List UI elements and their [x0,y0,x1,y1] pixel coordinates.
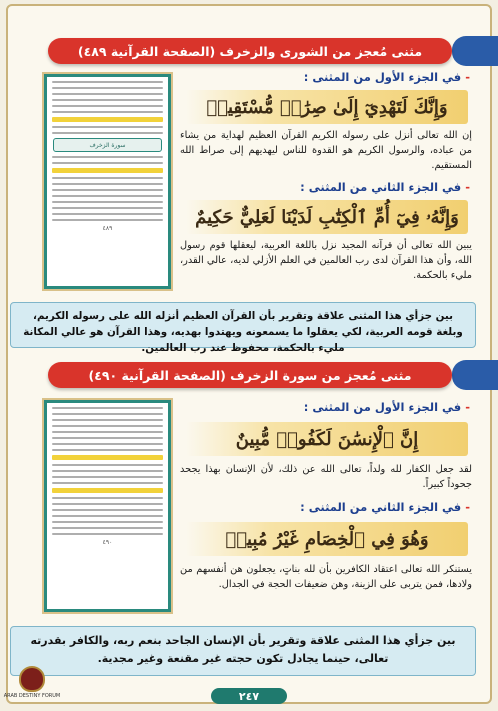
section2-mushaf-image [44,400,171,612]
highlight-verse-2 [52,168,163,173]
section1-title: مثنى مُعجز من الشورى والزخرف (الصفحة القرآنية ٤٨٩) [48,38,452,64]
mushaf-page-number: ٤٨٩ [102,225,113,232]
section2-part1-verse: إِنَّ ٱلْإِنسَٰنَ لَكَفُورٞ مُّبِينٌ [186,422,468,456]
section1-flag [452,36,498,66]
highlight-verse-1 [52,117,163,122]
mushaf-surah-header: سورة الزخرف [53,138,162,152]
section1-part1-heading: - في الجزء الأول من المثنى : [303,70,470,84]
section2-part2-heading: - في الجزء الثاني من المثنى : [300,500,470,514]
highlight-verse-4 [52,488,163,493]
section2-part2-text: يستنكر الله تعالى اعتقاد الكافرين بأن لله بناتٍ، يجعلون هن أنفسهم من ولادها، فمن يتربى على الزينة، وهن ضعيفات الحجة في الجدال. [180,564,472,590]
section1-part2-verse: وَإِنَّهُۥ فِيٓ أُمِّ ٱلْكِتَٰبِ لَدَيْنَا لَعَلِيٌّ حَكِيمٌ [186,200,468,234]
watermark-text: ARAB DESTINY FORUM [3,693,61,699]
section1-mushaf-image [44,74,171,289]
page-number: ٢٤٧ [211,688,287,704]
section1-part1-text: إن الله تعالى أنزل على رسوله الكريم القرآن العظيم لهداية من يشاء من عباده، والرسول الكريم هو القدوة للناس ليهديهم إلى صراط الله المستقيم. [180,130,472,171]
section1-part1-verse: وَإِنَّكَ لَتَهْدِيٓ إِلَىٰ صِرَٰطٖ مُّسْتَقِيمٖ [186,90,468,124]
section2-part1-heading: - في الجزء الأول من المثنى : [303,400,470,414]
highlight-verse-3 [52,455,163,460]
section1-summary: بين جزأي هذا المثنى علاقة وتقرير بأن القرآن العظيم أنزله الله على رسوله الكريم، وبلغة قومه العربية، لكي يعقلوا ما يسمعونه ويهتدوا بهديه، وهذا القرآن هو عالي المكانة مليء بالحكمة، محفوظ عند رب العالمين. [10,302,476,348]
mushaf-page-number-2: ٤٩٠ [102,539,113,546]
section2-summary: بين جزأي هذا المثنى علاقة وتقرير بأن الإنسان الجاحد بنعم ربه، والكافر بقدرته تعالى، حينما يجادل تكون حجته غير مقنعة وغير مجدية. [10,626,476,676]
section2-title: مثنى مُعجز من سورة الزخرف (الصفحة القرآنية ٤٩٠) [48,362,452,388]
section1-part2-text: يبين الله تعالى أن قرآنه المجيد نزل باللغة العربية، ليعقلها قوم رسول الله، وأن هذا القرآن لدى رب العالمين في العلم الأزلي لديه، عالي القدر، مليء بالحكمة. [180,240,472,281]
section2-part2-verse: وَهُوَ فِي ٱلْخِصَامِ غَيْرُ مُبِينٖ [186,522,468,556]
watermark-logo [2,666,62,706]
section2-part1-text: لقد جعل الكفار لله ولداً، تعالى الله عن ذلك، لأن الإنسان بهذا يجحد جحوداً كبيراً. [180,464,472,490]
section1-part2-heading: - في الجزء الثاني من المثنى : [300,180,470,194]
section2-flag [452,360,498,390]
shield-icon [19,666,45,692]
